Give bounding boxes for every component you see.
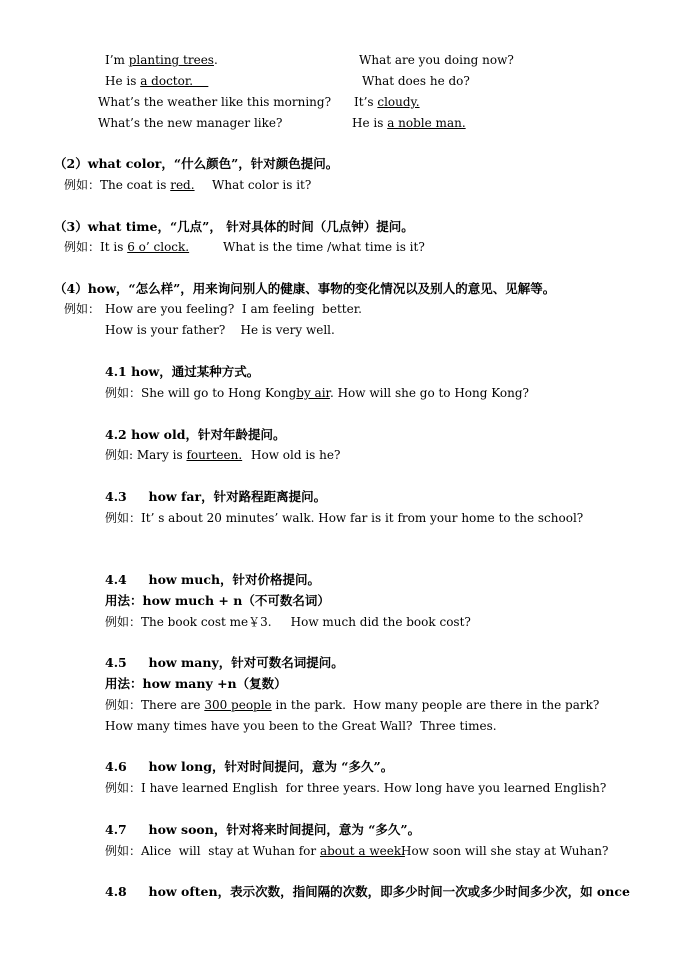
subsection-heading-4-7: 4.7 how soon，针对将来时间提问，意为 “多久”。 bbox=[105, 822, 421, 837]
example-answer-4: He is a noble man. bbox=[352, 116, 466, 130]
example-4-2-question: How old is he? bbox=[251, 448, 341, 462]
example-4-7-question: How soon will she stay at Wuhan? bbox=[401, 844, 609, 858]
example-question-4: What’s the new manager like? bbox=[98, 116, 283, 130]
example-4-3: 例如：It’ s about 20 minutes’ walk. How far is it from your home to the school? bbox=[105, 511, 584, 525]
subsection-heading-4-1: 4.1 how，通过某种方式。 bbox=[105, 364, 260, 379]
example-what-color: 例如：The coat is red. bbox=[64, 178, 195, 192]
example-question-1: What are you doing now? bbox=[359, 53, 514, 67]
section-heading-how: （4）how，“怎么样”，用来询问别人的健康、事物的变化情况以及别人的意见、见解等。 bbox=[54, 281, 556, 296]
subsection-heading-4-8: 4.8 how often，表示次数，指间隔的次数，即多少时间一次或多少时间多少次，如 once bbox=[105, 884, 630, 899]
subsection-heading-4-5: 4.5 how many，针对可数名词提问。 bbox=[105, 655, 344, 670]
example-4-5-2: How many times have you been to the Great Wall? Three times. bbox=[105, 719, 497, 733]
subsection-heading-4-6: 4.6 how long，针对时间提问，意为 “多久”。 bbox=[105, 759, 394, 774]
example-question-2: What does he do? bbox=[362, 74, 470, 88]
example-what-time-question: What is the time /what time is it? bbox=[223, 240, 425, 254]
example-what-color-question: What color is it? bbox=[212, 178, 312, 192]
subsection-heading-4-4: 4.4 how much，针对价格提问。 bbox=[105, 572, 321, 587]
example-answer-1: I’m planting trees. bbox=[105, 53, 218, 67]
subsection-heading-4-2: 4.2 how old，针对年龄提问。 bbox=[105, 427, 286, 442]
example-4-1: 例如：She will go to Hong Kongby air. How will she go to Hong Kong? bbox=[105, 386, 529, 400]
example-how-2: How is your father? He is very well. bbox=[105, 323, 335, 337]
example-4-5-question: How many people are there in the park? bbox=[353, 698, 600, 712]
usage-4-5: 用法：how many +n（复数） bbox=[105, 676, 287, 691]
example-4-2: 例如: Mary is fourteen. bbox=[105, 448, 243, 462]
example-answer-2: He is a doctor. bbox=[105, 74, 209, 88]
section-heading-what-color: （2）what color，“什么颜色”，针对颜色提问。 bbox=[54, 156, 339, 171]
example-4-7: 例如：Alice will stay at Wuhan for about a week. bbox=[105, 844, 405, 858]
example-answer-3: It’s cloudy. bbox=[354, 95, 420, 109]
example-how-1: How are you feeling? I am feeling better. bbox=[105, 302, 362, 316]
example-question-3: What’s the weather like this morning? bbox=[98, 95, 331, 109]
example-4-4: 例如：The book cost me￥3. How much did the book cost? bbox=[105, 615, 471, 629]
example-4-6: 例如：I have learned English for three years. How long have you learned English? bbox=[105, 781, 607, 795]
usage-4-4: 用法：how much + n（不可数名词） bbox=[105, 593, 330, 608]
section-heading-what-time: （3）what time，“几点”， 针对具体的时间（几点钟）提问。 bbox=[54, 219, 414, 234]
example-how-label: 例如： bbox=[64, 302, 101, 316]
subsection-heading-4-3: 4.3 how far，针对路程距离提问。 bbox=[105, 489, 327, 504]
example-4-5: 例如：There are 300 people in the park. bbox=[105, 698, 346, 712]
example-what-time: 例如：It is 6 o’ clock. bbox=[64, 240, 190, 254]
